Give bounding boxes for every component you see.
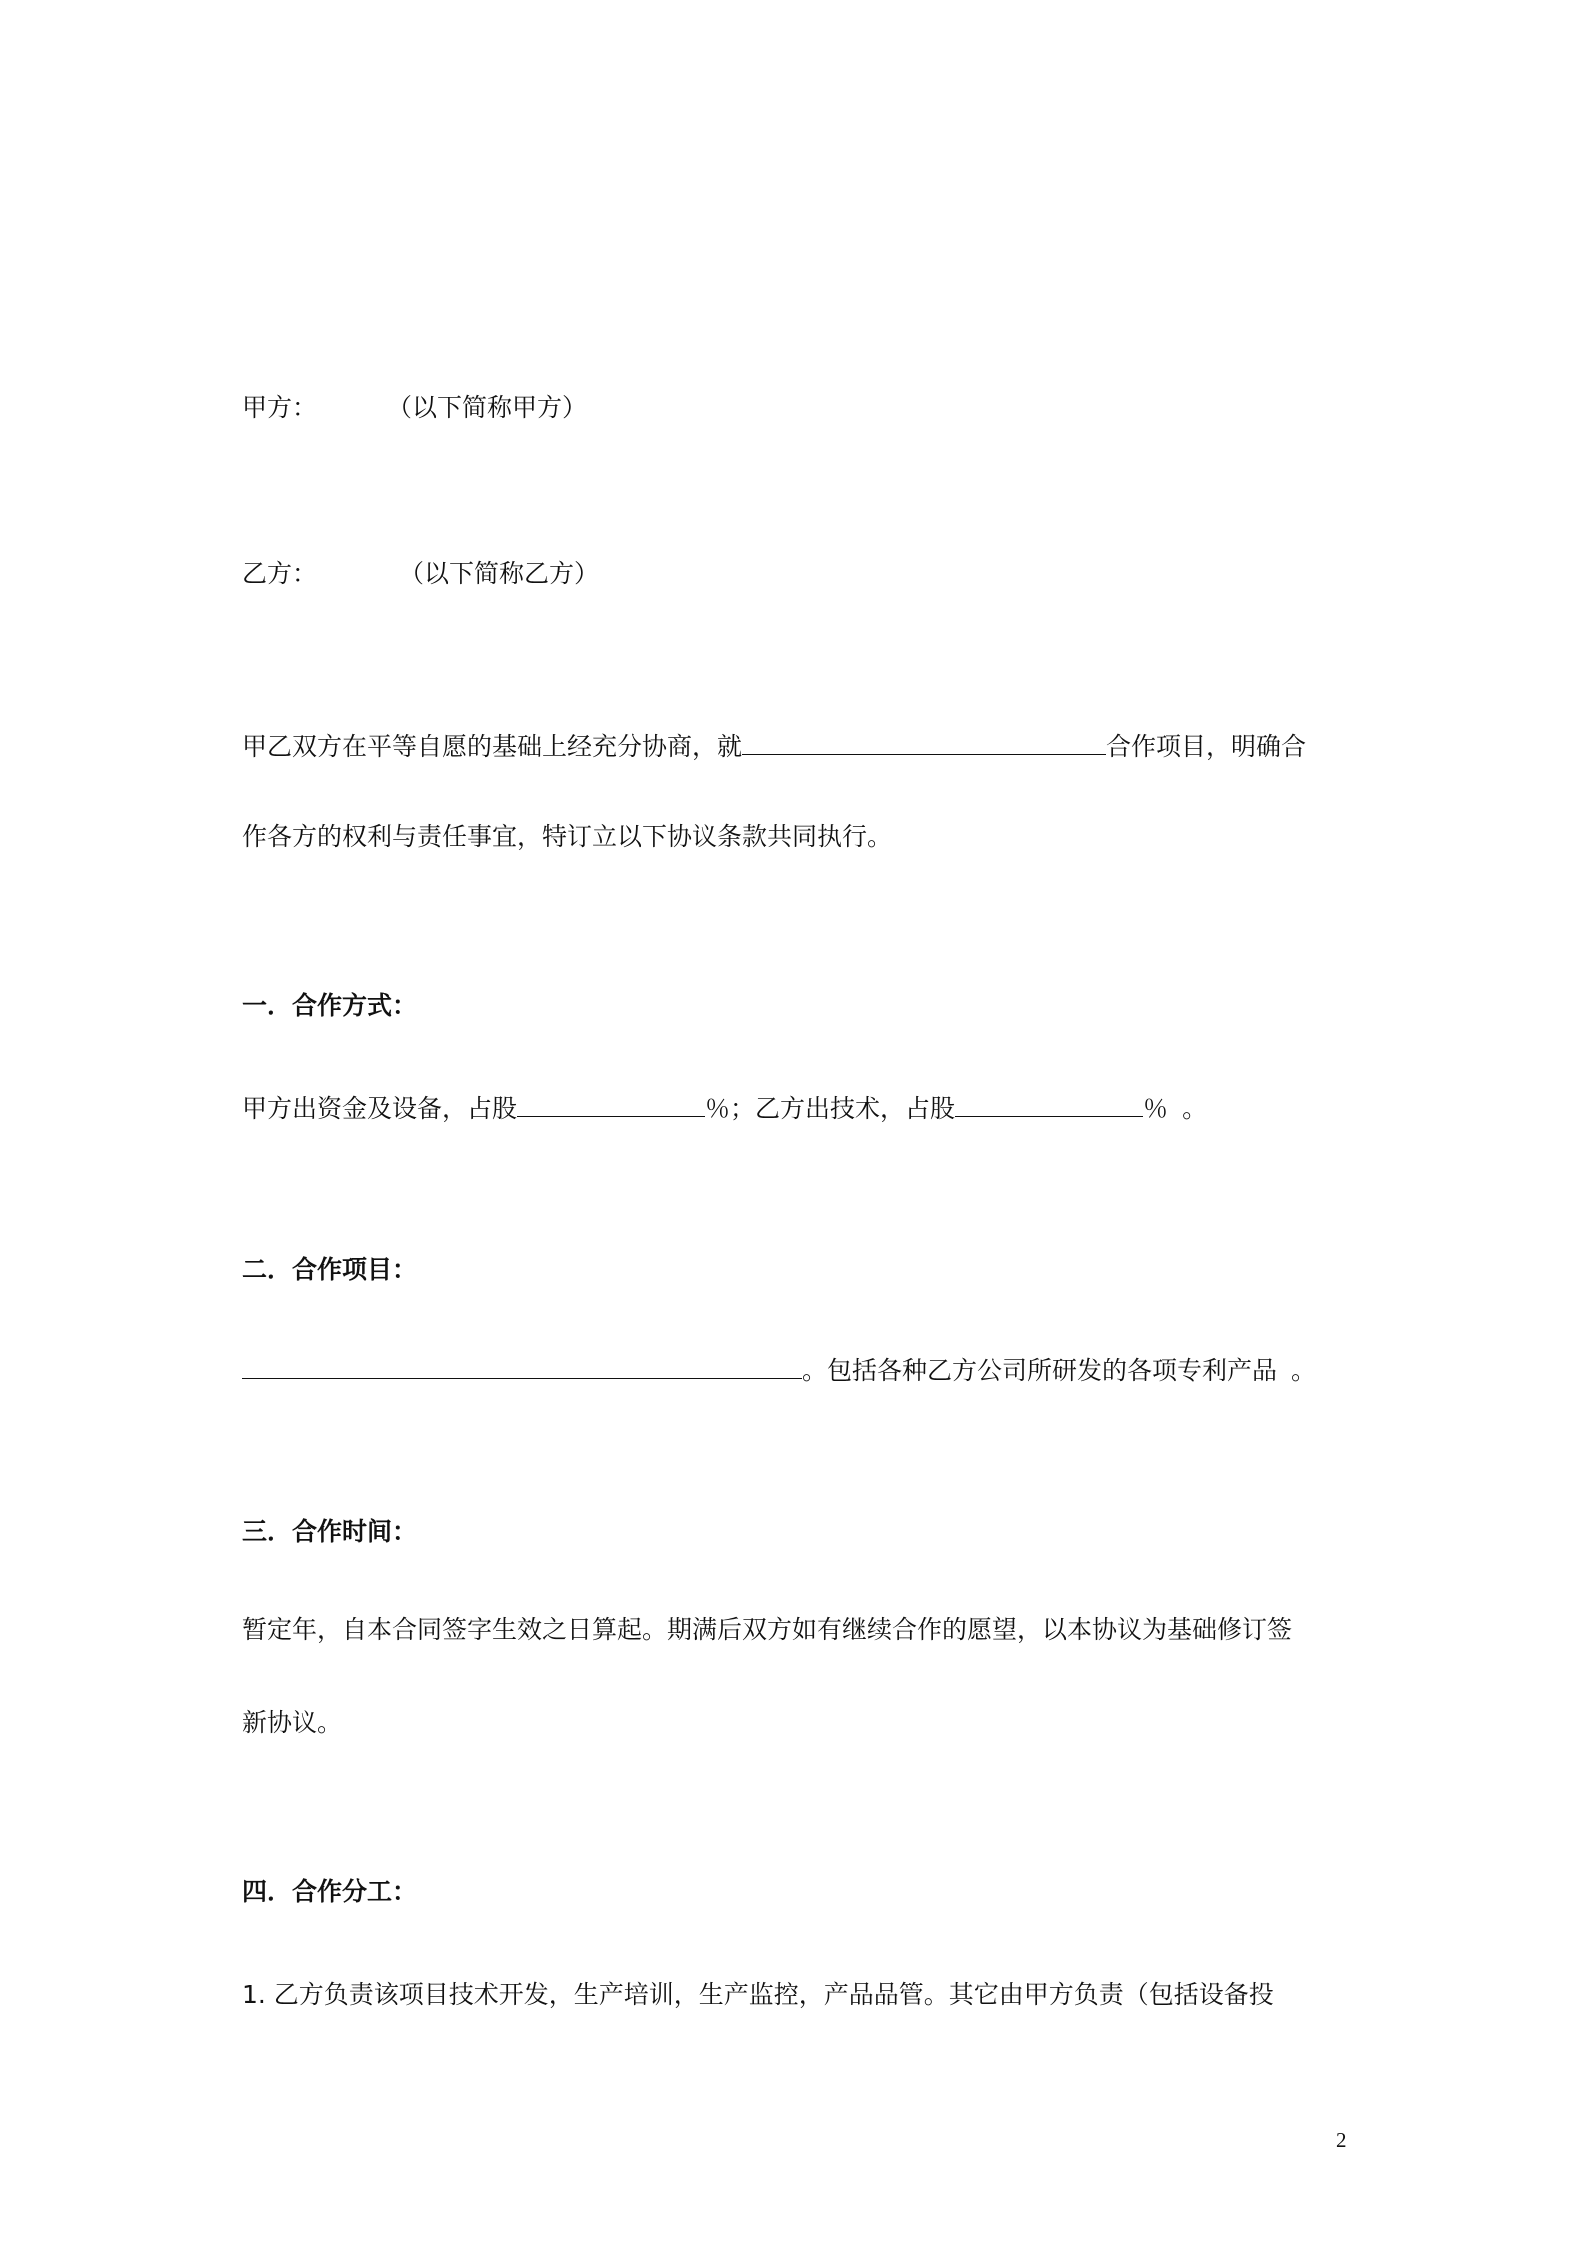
party-a-share-blank (517, 1090, 705, 1117)
section-3-line-2: 新协议。 (242, 1708, 343, 1737)
section-1-body (242, 1090, 1207, 1127)
party-a-percent-sign: ％ (705, 1094, 731, 1123)
party-b-note: （以下简称乙方） (399, 559, 600, 588)
party-b-contribution-text: ；乙方出技术，占股 (730, 1094, 956, 1123)
intro-line-1 (242, 728, 1306, 765)
project-content-blank (242, 1352, 802, 1379)
section-2-end-mark: 。 (1291, 1356, 1317, 1385)
section-1-heading: 一．合作方式： (242, 991, 418, 1020)
party-a-line (242, 390, 587, 426)
section-3-heading: 三．合作时间： (242, 1517, 418, 1546)
section-2-text: 。包括各种乙方公司所研发的各项专利产品 (802, 1356, 1278, 1385)
project-name-blank (742, 728, 1106, 755)
party-a-contribution-text: 甲方出资金及设备，占股 (242, 1094, 518, 1123)
intro-line-2: 作各方的权利与责任事宜，特订立以下协议条款共同执行。 (242, 822, 893, 851)
party-b-line (242, 556, 599, 592)
section-2-body (242, 1352, 1316, 1389)
party-a-label: 甲方： (242, 393, 318, 422)
section-4-item-1: 1. 乙方负责该项目技术开发，生产培训，生产监控，产品品管。其它由甲方负责（包括设备投 (242, 1980, 1274, 2009)
section-3-line-1: 暂定年，自本合同签字生效之日算起。期满后双方如有继续合作的愿望，以本协议为基础修订签 (242, 1615, 1293, 1644)
party-b-percent-sign: ％ (1143, 1094, 1169, 1123)
party-b-label: 乙方： (242, 559, 318, 588)
section-2-heading: 二．合作项目： (242, 1255, 418, 1284)
section-4-heading: 四．合作分工： (242, 1877, 418, 1906)
party-b-share-blank (955, 1090, 1143, 1117)
intro-text-after: 合作项目，明确合 (1106, 732, 1307, 761)
section-1-end-mark: 。 (1182, 1094, 1208, 1123)
intro-text-before: 甲乙双方在平等自愿的基础上经充分协商，就 (242, 732, 743, 761)
party-a-note: （以下简称甲方） (387, 393, 588, 422)
page-number: 2 (1336, 2128, 1347, 2152)
